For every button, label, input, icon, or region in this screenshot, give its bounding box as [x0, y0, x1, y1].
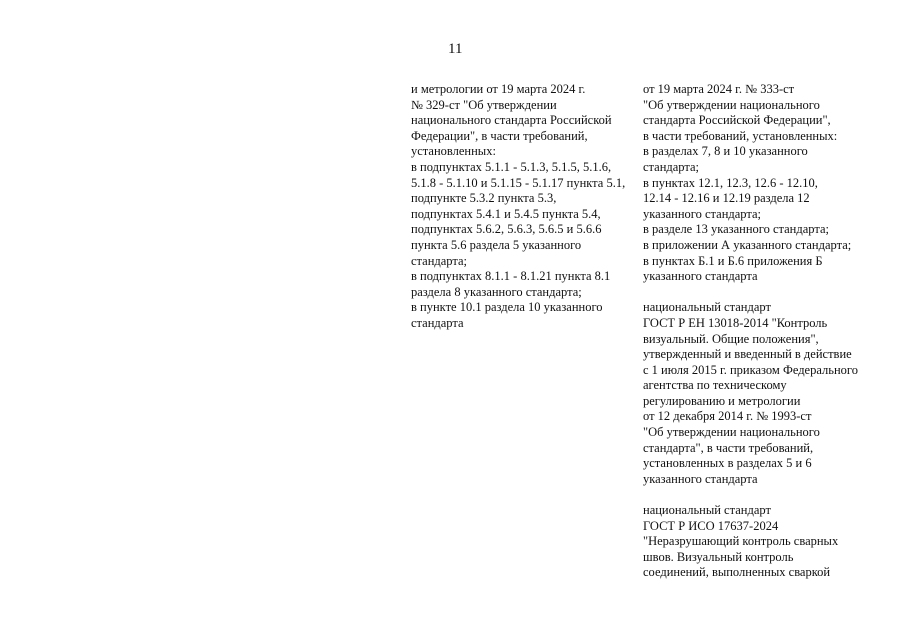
- standard-gost-13018-paragraph: [643, 300, 883, 487]
- text-line: соединений, выполненных сваркой: [643, 565, 831, 580]
- text-line: пункта 5.6 раздела 5 указанного: [411, 237, 582, 252]
- text-line: стандарта", в части требований,: [643, 440, 814, 455]
- text-line: в части требований, установленных:: [643, 128, 838, 143]
- text-line: от 19 марта 2024 г. № 333-ст: [643, 82, 795, 96]
- text-line: стандарта Российской Федерации",: [643, 113, 831, 128]
- text-line: в пунктах 12.1, 12.3, 12.6 - 12.10,: [643, 175, 818, 190]
- text-line: подпунктах 5.4.1 и 5.4.5 пункта 5.4,: [411, 206, 601, 221]
- text-line: 12.14 - 12.16 и 12.19 раздела 12: [643, 191, 810, 206]
- text-line: установленных:: [411, 144, 496, 159]
- text-line: указанного стандарта;: [643, 206, 762, 221]
- text-line: ГОСТ Р ИСО 17637-2024: [643, 518, 779, 533]
- text-line: раздела 8 указанного стандарта;: [411, 284, 582, 299]
- text-line: указанного стандарта: [643, 471, 758, 486]
- text-line: 5.1.8 - 5.1.10 и 5.1.15 - 5.1.17 пункта 5.1,: [411, 175, 626, 190]
- page-number: 11: [448, 41, 463, 57]
- text-line: указанного стандарта: [643, 269, 758, 284]
- text-line: национальный стандарт: [643, 300, 771, 315]
- left-column: [411, 82, 637, 332]
- order-paragraph: [643, 82, 883, 285]
- standard-gost-17637-paragraph: [643, 503, 883, 581]
- text-line: "Неразрушающий контроль сварных: [643, 534, 839, 549]
- text-line: стандарта;: [643, 159, 700, 174]
- text-line: швов. Визуальный контроль: [643, 549, 794, 564]
- text-line: в пунктах Б.1 и Б.6 приложения Б: [643, 253, 823, 268]
- text-line: национальный стандарт: [643, 503, 771, 518]
- text-line: в приложении А указанного стандарта;: [643, 237, 852, 252]
- text-line: "Об утверждении национального: [643, 97, 820, 112]
- text-line: в подпунктах 8.1.1 - 8.1.21 пункта 8.1: [411, 269, 611, 284]
- text-line: утвержденный и введенный в действие: [643, 347, 852, 362]
- text-line: от 12 декабря 2014 г. № 1993-ст: [643, 409, 812, 424]
- paragraph-gap: [643, 487, 883, 503]
- text-line: № 329-ст "Об утверждении: [411, 97, 557, 112]
- text-line: в разделе 13 указанного стандарта;: [643, 222, 829, 237]
- text-line: регулированию и метрологии: [643, 393, 801, 408]
- text-line: в пункте 10.1 раздела 10 указанного: [411, 300, 603, 315]
- text-line: ГОСТ Р ЕН 13018-2014 "Контроль: [643, 315, 828, 330]
- text-line: стандарта;: [411, 253, 468, 268]
- text-line: визуальный. Общие положения",: [643, 331, 819, 346]
- text-line: в подпунктах 5.1.1 - 5.1.3, 5.1.5, 5.1.6,: [411, 159, 612, 174]
- text-line: установленных в разделах 5 и 6: [643, 456, 812, 471]
- text-line: Федерации", в части требований,: [411, 128, 588, 143]
- text-line: стандарта: [411, 315, 464, 330]
- text-line: агентства по техническому: [643, 378, 787, 393]
- text-line: национального стандарта Российской: [411, 113, 612, 128]
- text-line: подпункте 5.3.2 пункта 5.3,: [411, 191, 557, 206]
- text-line: "Об утверждении национального: [643, 425, 820, 440]
- text-line: подпунктах 5.6.2, 5.6.3, 5.6.5 и 5.6.6: [411, 222, 602, 237]
- text-line: с 1 июля 2015 г. приказом Федерального: [643, 362, 858, 377]
- paragraph-gap: [643, 285, 883, 301]
- text-line: в разделах 7, 8 и 10 указанного: [643, 144, 808, 159]
- text-line: и метрологии от 19 марта 2024 г.: [411, 82, 586, 96]
- right-column: [643, 82, 883, 581]
